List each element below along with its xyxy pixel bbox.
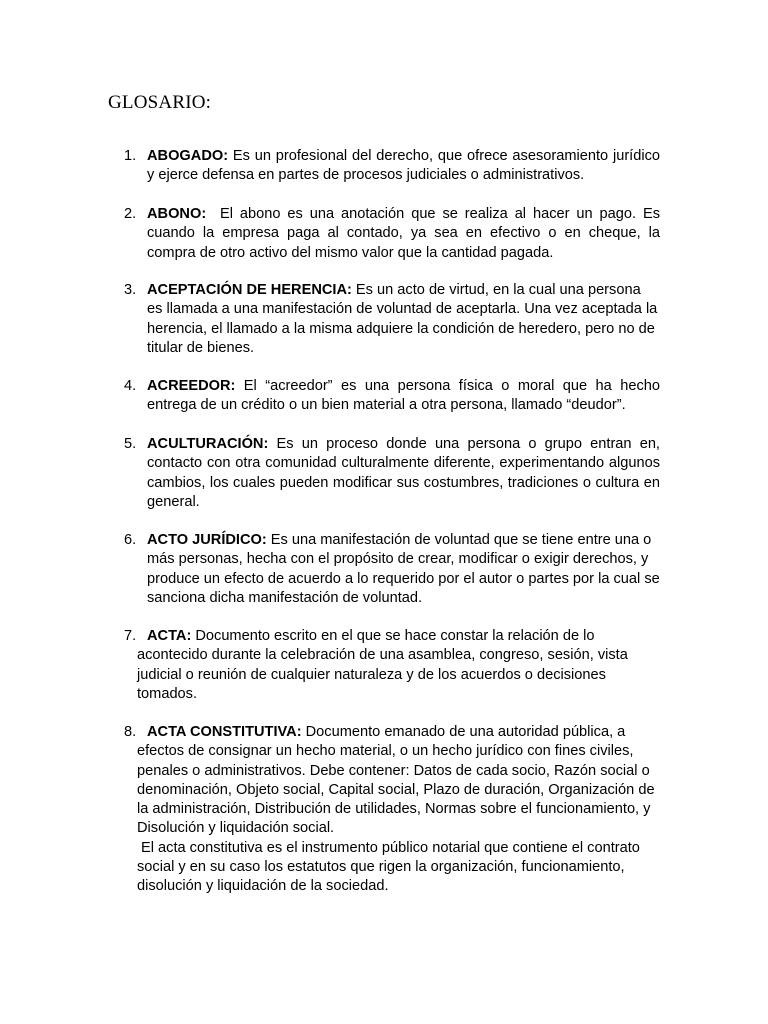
entry-extra-paragraph: El acta constitutiva es el instrumento público notarial que contiene el contrato social y en su caso los estatutos que rigen la organización, funcionamiento, disolución y liquidación de la sociedad. xyxy=(137,839,640,895)
entry-definition: Es un profesional del derecho, que ofrece asesoramiento jurídico y ejerce defensa en partes de procesos judiciales o administrativos. xyxy=(147,148,660,184)
glossary-entry xyxy=(124,281,660,358)
entry-definition: El abono es una anotación que se realiza al hacer un pago. Es cuando la empresa paga al contado, ya sea en efectivo o en cheque, la compra de otro activo del mismo valor que la cantidad pagada. xyxy=(147,206,665,261)
entry-number: 7. xyxy=(124,628,137,644)
entry-text xyxy=(137,723,660,897)
entry-definition: Es una manifestación de voluntad que se tiene entre una o más personas, hecha con el propósito de crear, modificar o exigir derechos, y produce un efecto de acuerdo a lo requerido por el autor o partes por la cual se sanciona dicha manifestación de voluntad. xyxy=(147,532,660,606)
glossary-entry xyxy=(124,377,660,416)
entry-term: ACREEDOR: xyxy=(147,378,236,394)
entry-term: ACTA: xyxy=(147,628,192,644)
entry-text xyxy=(147,147,660,186)
entry-paragraph xyxy=(137,723,660,839)
entry-number: 2. xyxy=(124,206,137,222)
entry-definition: Documento escrito en el que se hace constar la relación de lo acontecido durante la celebración de una asamblea, congreso, sesión, vista judicial o reunión de cualquier naturaleza y de los acuerdos o decisiones tomados. xyxy=(137,628,628,702)
entry-definition: Es un acto de virtud, en la cual una persona es llamada a una manifestación de voluntad de aceptarla. Una vez aceptada la herencia, el llamado a la misma adquiere la condición de heredero, pero no de titular de bienes. xyxy=(147,282,658,356)
entry-text xyxy=(137,627,660,704)
entry-text xyxy=(147,531,660,608)
glossary-entry xyxy=(124,205,665,263)
entry-text xyxy=(147,205,665,263)
entry-number: 8. xyxy=(124,724,137,740)
entry-text xyxy=(147,281,660,358)
entry-text xyxy=(147,377,660,416)
entry-number: 1. xyxy=(124,148,137,164)
entry-term: ACULTURACIÓN: xyxy=(147,436,269,452)
entry-term: ACTA CONSTITUTIVA: xyxy=(147,724,302,740)
glossary-entry xyxy=(124,723,660,897)
entry-term: ABOGADO: xyxy=(147,148,229,164)
page-title: GLOSARIO: xyxy=(108,92,212,113)
entry-definition: El “acreedor” es una persona física o moral que ha hecho entrega de un crédito o un bien material a otra persona, llamado “deudor”. xyxy=(147,378,660,414)
entry-number: 5. xyxy=(124,436,137,452)
entry-term: ABONO: xyxy=(147,206,207,222)
glossary-entry xyxy=(124,627,660,704)
entry-paragraph xyxy=(137,627,660,704)
entry-definition: Es un proceso donde una persona o grupo entran en, contacto con otra comunidad culturalmente diferente, experimentando algunos cambios, los cuales pueden modificar sus costumbres, tradiciones o cultura en general. xyxy=(147,436,660,510)
glossary-entry xyxy=(124,147,660,186)
entry-number: 3. xyxy=(124,282,137,298)
entry-number: 6. xyxy=(124,532,137,548)
glossary-entry xyxy=(124,435,660,512)
entry-text xyxy=(147,435,660,512)
glossary-entry xyxy=(124,531,660,608)
entry-number: 4. xyxy=(124,378,137,394)
entry-term: ACTO JURÍDICO: xyxy=(147,532,267,548)
entry-term: ACEPTACIÓN DE HERENCIA: xyxy=(147,282,352,298)
entry-definition: Documento emanado de una autoridad pública, a efectos de consignar un hecho material, o un hecho jurídico con fines civiles, penales o administrativos. Debe contener: Datos de cada socio, Razón social o denominación, Objeto social, Capital social, Plazo de duración, Organización de la administración, Distribución de utilidades, Normas sobre el funcionamiento, y Disolución y liquidación social. xyxy=(137,724,655,837)
